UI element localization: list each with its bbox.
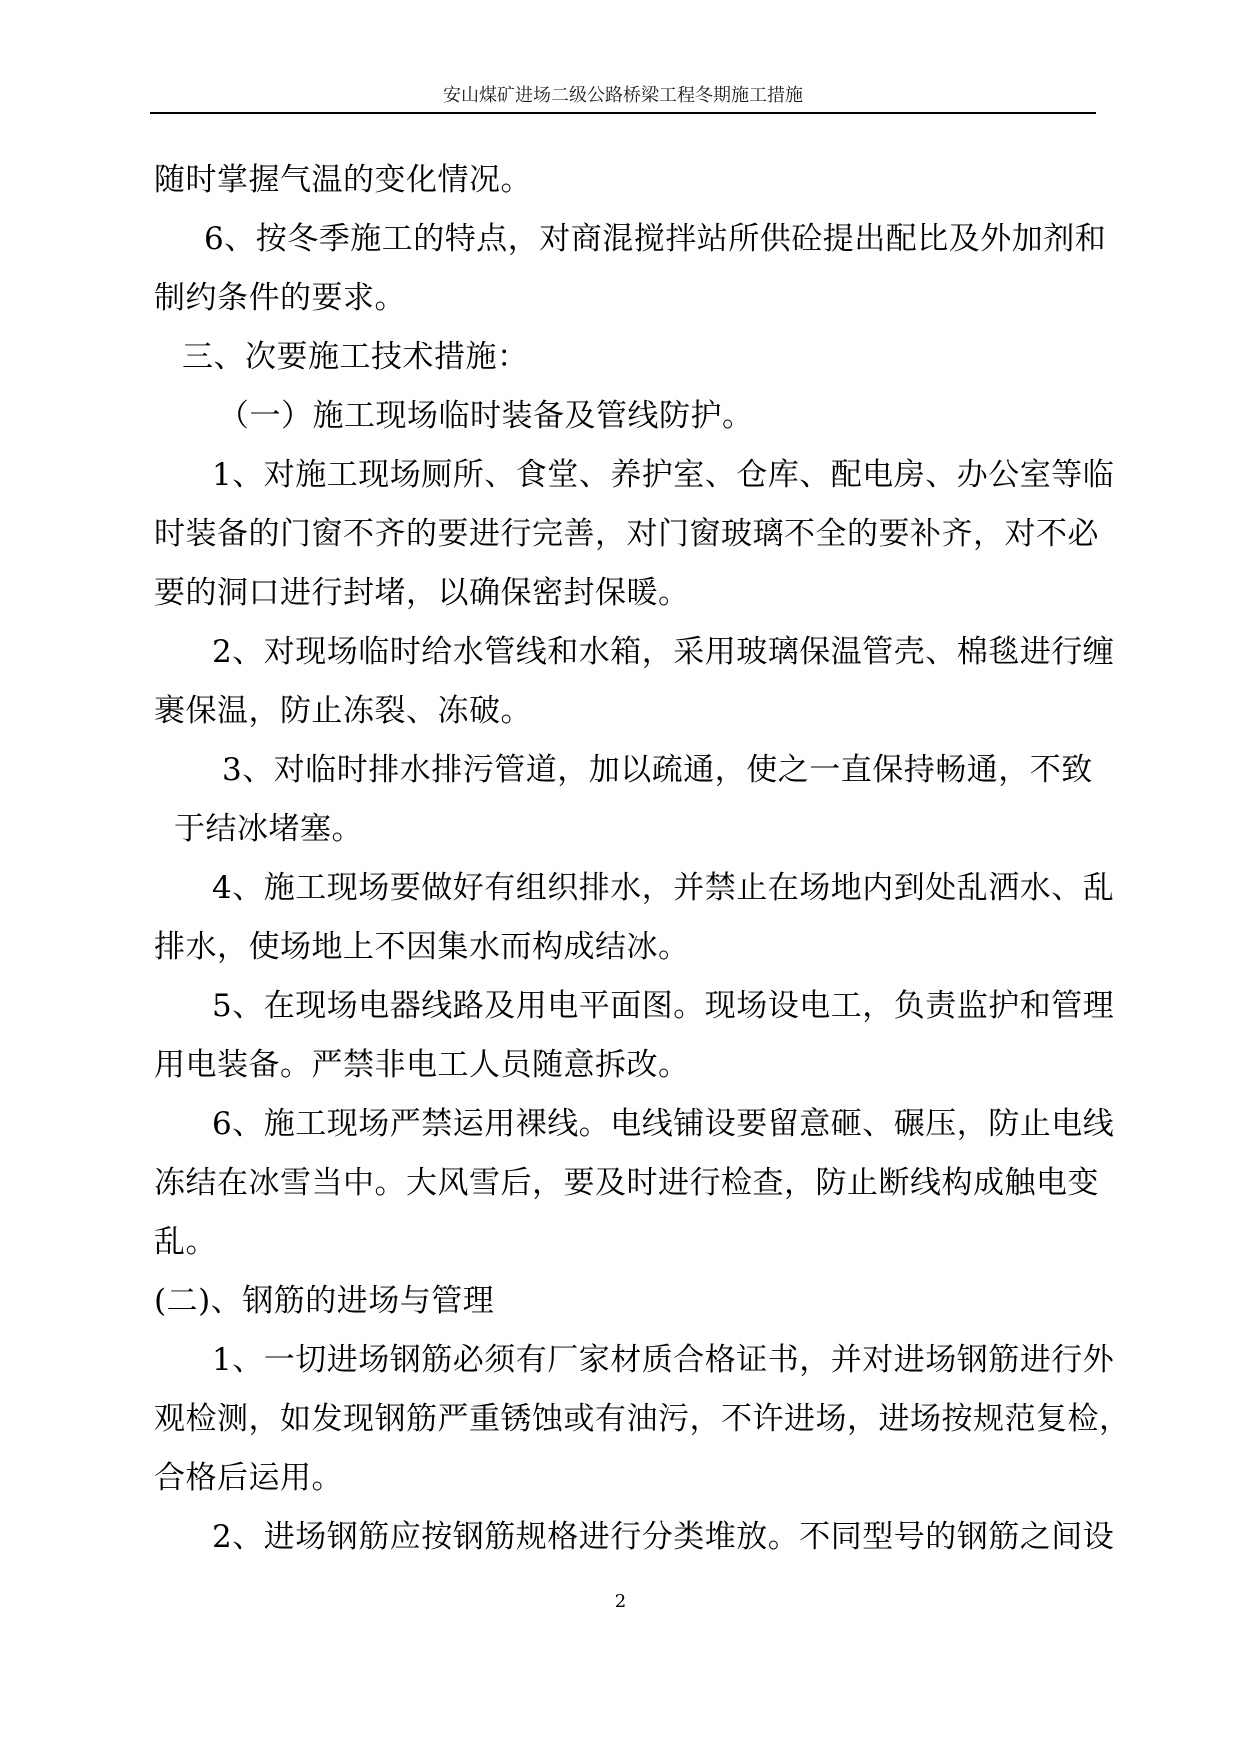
paragraph-line: 制约条件的要求。 — [154, 280, 406, 316]
paragraph-line: 5、在现场电器线路及用电平面图。现场设电工，负责监护和管理 — [212, 988, 1115, 1024]
paragraph-line: 用电装备。严禁非电工人员随意拆改。 — [154, 1047, 690, 1083]
paragraph-line: 1、一切进场钢筋必须有厂家材质合格证书，并对进场钢筋进行外 — [212, 1342, 1115, 1378]
paragraph-line: 6、按冬季施工的特点，对商混搅拌站所供砼提出配比及外加剂和 — [204, 221, 1107, 257]
paragraph-line: 6、施工现场严禁运用裸线。电线铺设要留意砸、碾压，防止电线 — [212, 1106, 1115, 1142]
running-header: 安山煤矿进场二级公路桥梁工程冬期施工措施 — [443, 85, 803, 106]
subsection-heading: (二)、钢筋的进场与管理 — [154, 1283, 495, 1319]
paragraph-line: 乱。 — [154, 1224, 217, 1260]
paragraph-line: 随时掌握气温的变化情况。 — [154, 162, 532, 198]
paragraph-line: 于结冰堵塞。 — [174, 811, 363, 847]
paragraph-line: 2、对现场临时给水管线和水箱，采用玻璃保温管壳、棉毯进行缠 — [212, 634, 1115, 670]
paragraph-line: 冻结在冰雪当中。大风雪后，要及时进行检查，防止断线构成触电变 — [154, 1165, 1099, 1201]
subsection-heading: （一）施工现场临时装备及管线防护。 — [218, 398, 754, 434]
paragraph-line: 3、对临时排水排污管道，加以疏通，使之一直保持畅通，不致 — [222, 752, 1093, 788]
page-number: 2 — [614, 1591, 627, 1612]
paragraph-line: 时装备的门窗不齐的要进行完善，对门窗玻璃不全的要补齐，对不必 — [154, 516, 1099, 552]
paragraph-line: 1、对施工现场厕所、食堂、养护室、仓库、配电房、办公室等临 — [212, 457, 1115, 493]
paragraph-line: 合格后运用。 — [154, 1460, 343, 1496]
paragraph-line: 2、进场钢筋应按钢筋规格进行分类堆放。不同型号的钢筋之间设 — [212, 1519, 1115, 1555]
paragraph-line: 4、施工现场要做好有组织排水，并禁止在场地内到处乱洒水、乱 — [212, 870, 1115, 906]
paragraph-line: 裹保温，防止冻裂、冻破。 — [154, 693, 532, 729]
paragraph-line: 排水，使场地上不因集水而构成结冰。 — [154, 929, 690, 965]
paragraph-line: 要的洞口进行封堵，以确保密封保暖。 — [154, 575, 690, 611]
section-heading: 三、次要施工技术措施： — [182, 339, 529, 375]
paragraph-line: 观检测，如发现钢筋严重锈蚀或有油污，不许进场，进场按规范复检， — [154, 1401, 1131, 1437]
